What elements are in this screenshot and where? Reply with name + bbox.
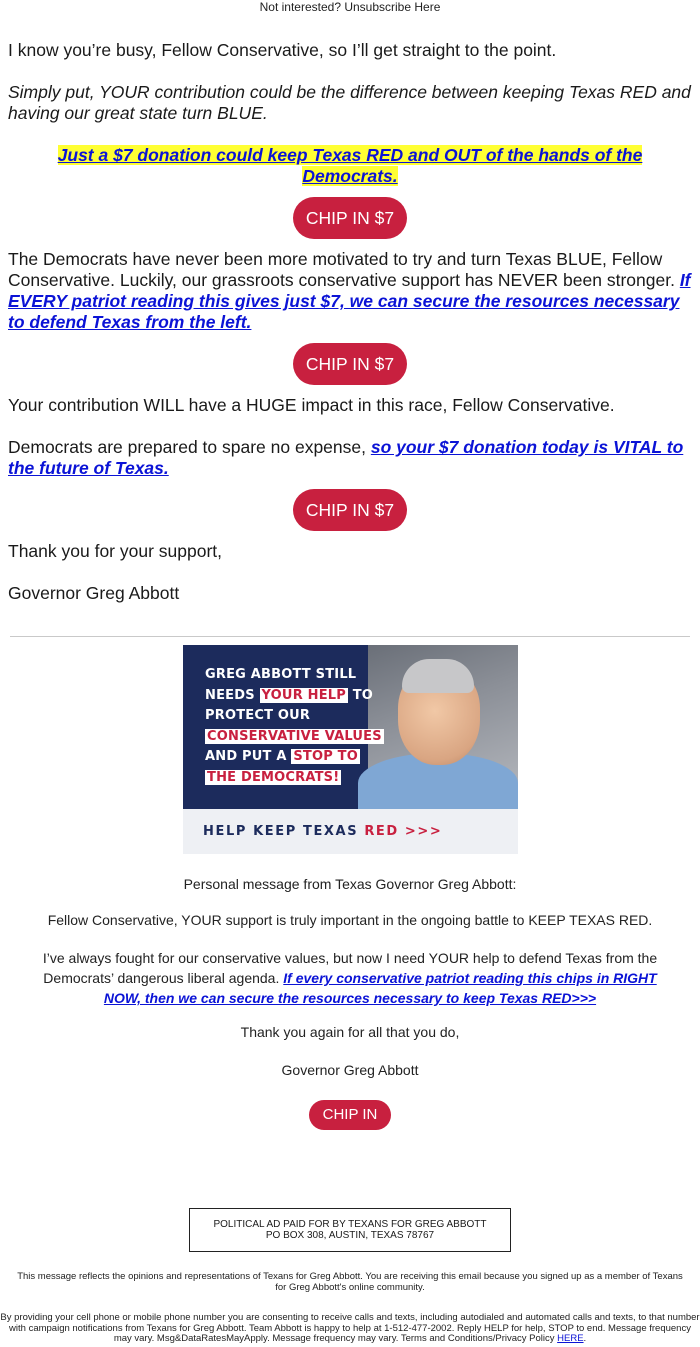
consent-notice xyxy=(0,1313,700,1345)
banner-line: PROTECT OUR xyxy=(205,708,311,723)
personal-message-heading: Personal message from Texas Governor Greg Abbott: xyxy=(183,876,517,892)
campaign-banner-image[interactable] xyxy=(183,645,518,854)
expense-paragraph xyxy=(8,437,692,479)
consent-text: By providing your cell phone or mobile phone number you are consenting to receive calls and texts, including autodialed and automated calls and texts, to that number with campaign notifications from Texans for Greg Abbott. Team Abbott is happy to help at 1-512-477-2002. Reply HELP for help, STOP to end. Message frequency may vary. Msg&DataRatesMayApply. Message frequency may vary. Terms and Conditions/Privacy Policy xyxy=(0,1312,700,1344)
divider xyxy=(10,636,690,637)
chip-in-row-3 xyxy=(8,489,692,531)
disclaimer-line: PO BOX 308, AUSTIN, TEXAS 78767 xyxy=(265,1230,435,1241)
disclaimer-line: POLITICAL AD PAID FOR BY TEXANS FOR GREG ABBOTT xyxy=(213,1219,487,1230)
contribution-paragraph: Simply put, YOUR contribution could be the difference between keeping Texas RED and having our great state turn BLUE. xyxy=(8,82,691,123)
banner-headline xyxy=(205,665,384,788)
chip-in-row-4 xyxy=(0,1100,700,1130)
keep-texas-red-link[interactable]: If every conservative patriot reading this chips in RIGHT NOW, then we can secure the resources necessary to keep Texas RED>>> xyxy=(103,970,657,1006)
unsubscribe-bar xyxy=(0,0,700,16)
signature-text: Governor Greg Abbott xyxy=(8,583,180,603)
signature-text-2: Governor Greg Abbott xyxy=(281,1062,419,1078)
banner-line xyxy=(205,768,384,789)
chip-in-button[interactable]: CHIP IN xyxy=(309,1100,392,1130)
banner-line xyxy=(205,686,384,707)
banner-text: AND PUT A xyxy=(205,749,292,764)
chip-in-7-button[interactable]: CHIP IN $7 xyxy=(293,489,407,531)
consent-period: . xyxy=(583,1333,587,1344)
strip-red-text: RED xyxy=(364,824,399,839)
thank-you-text: Thank you for your support, xyxy=(8,541,222,561)
intro-paragraph: I know you’re busy, Fellow Conservative, so I’ll get straight to the point. xyxy=(8,40,557,60)
political-ad-disclaimer xyxy=(189,1208,511,1252)
terms-here-link[interactable]: HERE xyxy=(557,1333,584,1344)
fight-paragraph xyxy=(0,948,700,1008)
banner-highlight: STOP TO xyxy=(293,749,358,764)
banner-text: NEEDS xyxy=(205,687,260,703)
chip-in-7-button[interactable]: CHIP IN $7 xyxy=(293,343,407,385)
unsubscribe-link[interactable]: Not interested? Unsubscribe Here xyxy=(259,0,441,14)
democrats-paragraph xyxy=(8,249,692,333)
chip-in-7-button[interactable]: CHIP IN $7 xyxy=(293,197,407,239)
patriot-link[interactable]: If EVERY patriot reading this gives just $7, we can secure the resources necessary to defend Texas from the left. xyxy=(8,270,691,332)
fight-text: I’ve always fought for our conservative values, but now I need YOUR help to defend Texas from the Democrats’ dangerous liberal agenda. xyxy=(42,950,658,986)
banner-highlight: THE DEMOCRATS! xyxy=(207,769,340,785)
banner-highlight: CONSERVATIVE VALUES xyxy=(207,728,382,744)
impact-paragraph: Your contribution WILL have a HUGE impact in this race, Fellow Conservative. xyxy=(8,395,615,415)
opinion-notice: This message reflects the opinions and representations of Texans for Greg Abbott. You are receiving this email because you signed up as a member of Texans for Greg Abbott's online community. xyxy=(17,1271,683,1293)
banner-text: TO xyxy=(348,687,374,703)
strip-text: HELP KEEP TEXAS xyxy=(203,824,365,839)
donation-highlight-link[interactable]: Just a $7 donation could keep Texas RED and OUT of the hands of the Democrats. xyxy=(57,145,643,186)
strip-arrows: >>> xyxy=(398,824,443,839)
highlight-paragraph xyxy=(8,145,692,187)
thanks-text: Thank you again for all that you do, xyxy=(240,1024,460,1040)
democrats-text: The Democrats have never been more motivated to try and turn Texas BLUE, Fellow Conservative. Luckily, our grassroots conservative support has NEVER been stronger. xyxy=(8,249,680,290)
email-body xyxy=(0,40,700,604)
banner-line: GREG ABBOTT STILL xyxy=(205,667,357,682)
banner-highlight: YOUR HELP xyxy=(261,687,346,703)
banner-line xyxy=(205,747,384,768)
chip-in-row-2 xyxy=(8,343,692,385)
chip-in-row-1 xyxy=(8,197,692,239)
banner-line xyxy=(205,727,384,748)
support-paragraph: Fellow Conservative, YOUR support is truly important in the ongoing battle to KEEP TEXAS RED. xyxy=(47,912,653,928)
vital-link[interactable]: so your $7 donation today is VITAL to the future of Texas. xyxy=(8,437,684,478)
expense-text: Democrats are prepared to spare no expense, xyxy=(8,437,371,457)
banner-strip xyxy=(183,809,518,854)
portrait-hair xyxy=(402,659,474,693)
